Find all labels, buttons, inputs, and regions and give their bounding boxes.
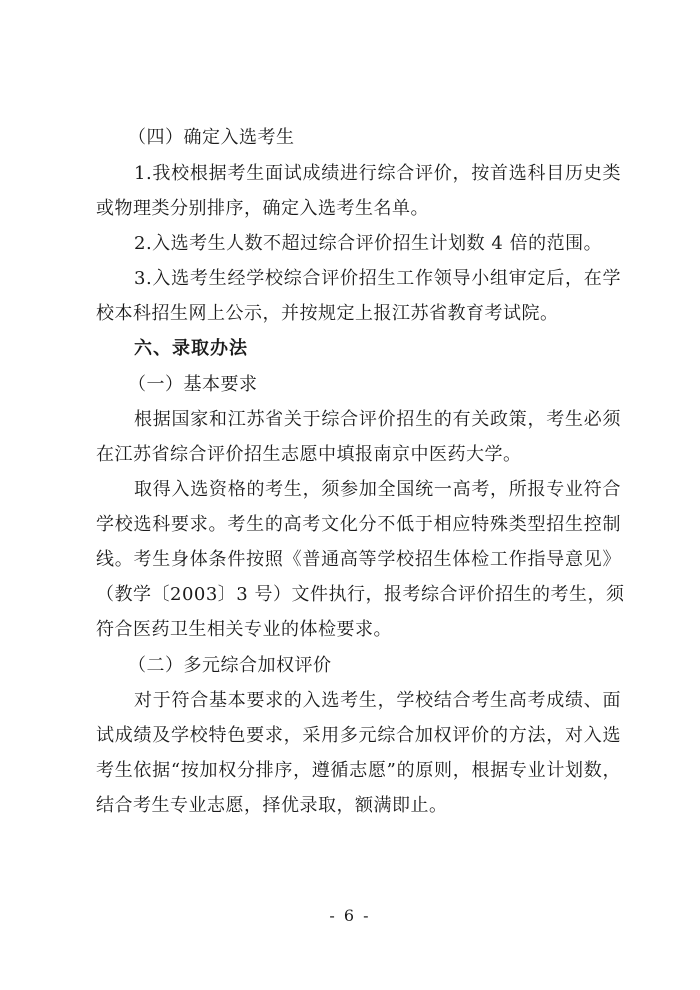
page-number: - 6 - bbox=[329, 906, 371, 925]
paragraph-2-line-5: 符合医药卫生相关专业的体检要求。 bbox=[96, 619, 392, 640]
item-2-line-1: 2.入选考生人数不超过综合评价招生计划数 4 倍的范围。 bbox=[134, 233, 603, 254]
item-3-line-2: 校本科招生网上公示，并按规定上报江苏省教育考试院。 bbox=[96, 303, 559, 324]
paragraph-3-line-2: 试成绩及学校特色要求，采用多元综合加权评价的方法，对入选 bbox=[96, 725, 621, 746]
subsection-weighted-evaluation-title: （二）多元综合加权评价 bbox=[128, 655, 332, 676]
subsection-basic-requirements-title: （一）基本要求 bbox=[128, 374, 258, 395]
paragraph-3-line-1: 对于符合基本要求的入选考生，学校结合考生高考成绩、面 bbox=[134, 690, 621, 711]
paragraph-2-line-4: （教学〔2003〕3 号）文件执行，报考综合评价招生的考生，须 bbox=[96, 584, 625, 605]
paragraph-2-line-1: 取得入选资格的考生，须参加全国统一高考，所报专业符合 bbox=[134, 479, 621, 500]
paragraph-2-line-3: 线。考生身体条件按照《普通高等学校招生体检工作指导意见》 bbox=[96, 549, 621, 570]
subsection-title-determine-candidates: （四）确定入选考生 bbox=[128, 127, 295, 148]
section-6-title: 六、录取办法 bbox=[134, 338, 248, 359]
paragraph-3-line-3: 考生依据“按加权分排序，遵循志愿”的原则，根据专业计划数， bbox=[96, 760, 621, 781]
paragraph-3-line-4: 结合考生专业志愿，择优录取，额满即止。 bbox=[96, 795, 448, 816]
item-1-line-1: 1.我校根据考生面试成绩进行综合评价，按首选科目历史类 bbox=[134, 163, 621, 184]
paragraph-2-line-2: 学校选科要求。考生的高考文化分不低于相应特殊类型招生控制 bbox=[96, 514, 621, 535]
paragraph-1-line-2: 在江苏省综合评价招生志愿中填报南京中医药大学。 bbox=[96, 444, 522, 465]
item-1-line-2: 或物理类分别排序，确定入选考生名单。 bbox=[96, 198, 429, 219]
paragraph-1-line-1: 根据国家和江苏省关于综合评价招生的有关政策，考生必须 bbox=[134, 409, 621, 430]
item-3-line-1: 3.入选考生经学校综合评价招生工作领导小组审定后，在学 bbox=[134, 268, 621, 289]
